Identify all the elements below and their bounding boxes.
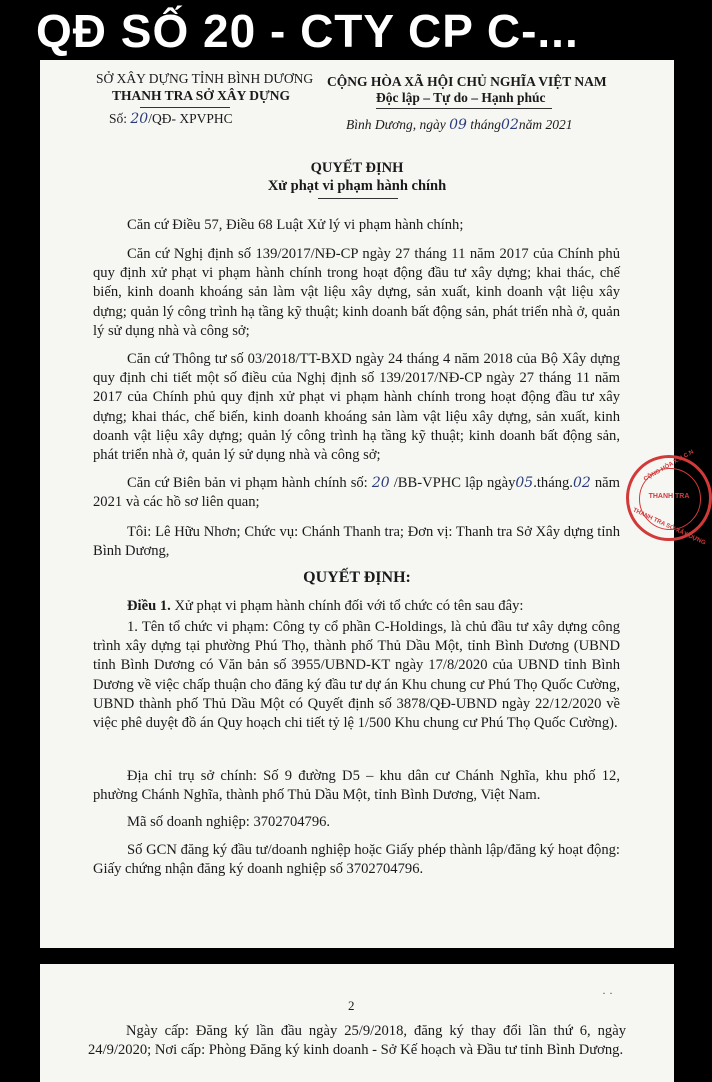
document-page-2 <box>40 964 674 1082</box>
legal-basis-1: Căn cứ Điều 57, Điều 68 Luật Xử lý vi phạm hành chính; <box>127 217 464 233</box>
title-rule <box>318 198 398 199</box>
place-date: Bình Dương, ngày 09 tháng02năm 2021 <box>346 117 573 133</box>
motto: Độc lập – Tự do – Hạnh phúc <box>376 90 546 105</box>
article-1: Điều 1. Xử phạt vi phạm hành chính đối với tổ chức có tên sau đây: <box>127 598 524 614</box>
decision-number: Số: 20/QĐ- XPVPHC <box>109 111 233 127</box>
enterprise-code: Mã số doanh nghiệp: 3702704796. <box>127 814 331 830</box>
country-name: CỘNG HÒA XÃ HỘI CHỦ NGHĨA VIỆT NAM <box>327 74 607 89</box>
title-banner <box>0 0 680 62</box>
issuer-statement: Tôi: Lê Hữu Nhơn; Chức vụ: Chánh Thanh tra; Đơn vị: Thanh tra Sở Xây dựng tỉnh Bình Dương, <box>93 524 620 560</box>
legal-basis-4: Căn cứ Biên bản vi phạm hành chính số: 20 /BB-VPHC lập ngày05.tháng.02 năm 2021 và các hồ sơ liên quan; <box>93 475 620 511</box>
violator-info: 1. Tên tổ chức vi phạm: Công ty cổ phần C-Holdings, là chủ đầu tư xây dựng công trình xây dựng tại phường Phú Thọ, thành phố Thủ Dầu Một, tỉnh Bình Dương (UBND tỉnh Bình Dương có Văn bản số 3955/UBND-KT ngày 17/8/2020 của UBND tỉnh Bình Dương về việc chấp thuận cho đăng ký đầu tư dự án Khu chung cư Phú Thọ Quốc Cường, UBND thành phố Thủ Dầu Một có Quyết định số 3878/QĐ-UBND ngày 22/12/2020 về việc phê duyệt đồ án Quy hoạch chi tiết tỷ lệ 1/500 Khu chung cư Phú Thọ Quốc Cường). <box>93 619 620 732</box>
page-number: 2 <box>348 998 355 1013</box>
header-right-rule <box>376 108 552 109</box>
registration-certificate: Số GCN đăng ký đầu tư/doanh nghiệp hoặc Giấy phép thành lập/đăng ký hoạt động: Giấy chứng nhận đăng ký doanh nghiệp số 3702704796. <box>93 842 620 878</box>
document-title: QUYẾT ĐỊNH <box>310 160 404 176</box>
document-page-1 <box>40 60 707 948</box>
document-subtitle: Xử phạt vi phạm hành chính <box>267 178 447 194</box>
page-gap <box>0 948 680 964</box>
issuing-office: THANH TRA SỞ XÂY DỰNG <box>112 88 291 103</box>
handwritten-number: 20 <box>130 111 149 127</box>
handwritten-record-number: 20 <box>371 475 390 491</box>
legal-basis-2: Căn cứ Nghị định số 139/2017/NĐ-CP ngày 27 tháng 11 năm 2017 của Chính phủ quy định xử phạt vi phạm hành chính trong hoạt động đầu tư xây dựng; khai thác, chế biến, kinh doanh khoáng sản làm vật liệu xây dựng, sản xuất, kinh doanh vật liệu xây dựng; quản lý công trình hạ tầng kỹ thuật; kinh doanh bất động sản, phát triển nhà ở, quản lý sử dụng nhà và công sở; <box>93 246 620 339</box>
legal-basis-3: Căn cứ Thông tư số 03/2018/TT-BXD ngày 24 tháng 4 năm 2018 của Bộ Xây dựng quy định chi tiết một số điều của Nghị định số 139/2017/NĐ-CP ngày 27 tháng 11 năm 2017 của Chính phủ quy định xử phạt vi phạm hành chính trong hoạt động đầu tư xây dựng; khai thác, chế biến, kinh doanh khoáng sản làm vật liệu xây dựng, sản xuất, kinh doanh vật liệu xây dựng; quản lý công trình hạ tầng kỹ thuật; kinh doanh bất động sản, phát triển nhà ở, quản lý sử dụng nhà và công sở; <box>93 351 620 464</box>
header-left-rule <box>140 107 230 108</box>
issue-date-text: Ngày cấp: Đăng ký lần đầu ngày 25/9/2018, đăng ký thay đổi lần thứ 6, ngày 24/9/2020; Nơi cấp: Phòng Đăng ký kinh doanh - Sở Kế hoạch và Đầu tư tỉnh Bình Dương. <box>88 1023 626 1059</box>
red-seal-stamp: CỘNG HÒA X.H.C.N THANH TRA THANH TRA SỞ XÂY DỰNG <box>626 455 712 541</box>
scan-specks: · · <box>602 986 613 1000</box>
decision-heading: QUYẾT ĐỊNH: <box>303 569 411 586</box>
banner-title: QĐ SỐ 20 - CTY CP C-... <box>36 5 579 57</box>
agency-name: SỞ XÂY DỰNG TỈNH BÌNH DƯƠNG <box>96 71 314 86</box>
head-office-address: Địa chỉ trụ sở chính: Số 9 đường D5 – khu dân cư Chánh Nghĩa, khu phố 12, phường Chánh Nghĩa, thành phố Thủ Dầu Một, tỉnh Bình Dương, Việt Nam. <box>93 768 620 804</box>
